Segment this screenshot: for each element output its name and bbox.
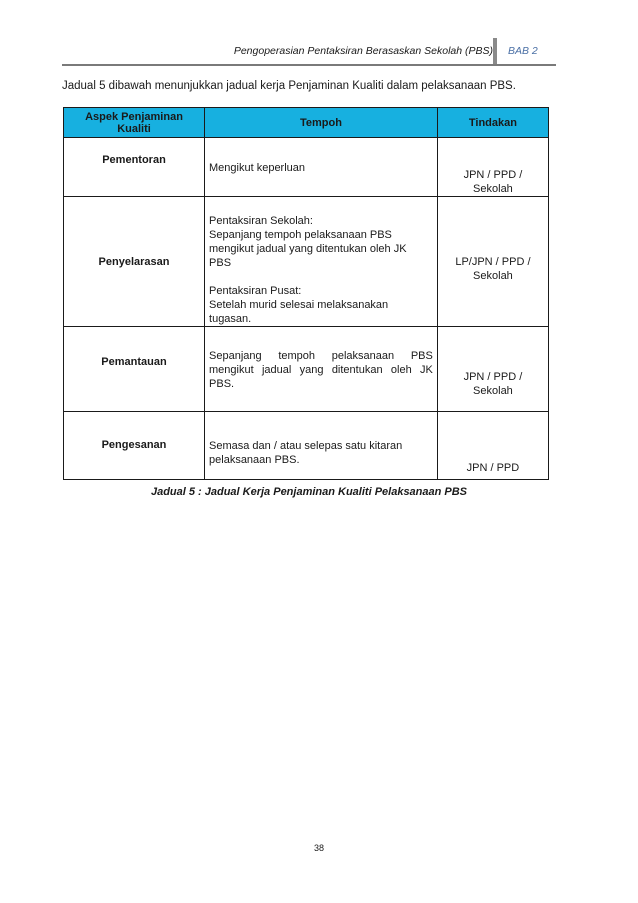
tempoh-cell (205, 327, 438, 412)
table-row (64, 327, 549, 412)
quality-assurance-table (63, 107, 549, 480)
table-row (64, 197, 549, 327)
tindakan-cell (437, 327, 548, 412)
header-separator (493, 38, 497, 64)
aspek-label: Pementoran (102, 154, 166, 166)
table-header-row (64, 108, 549, 138)
tindakan-text: JPN / PPD / Sekolah (463, 371, 523, 397)
aspek-label: Pengesanan (101, 439, 167, 451)
header-rule (62, 64, 556, 66)
column-header-tindakan: Tindakan (437, 108, 548, 138)
tindakan-text: JPN / PPD / Sekolah (463, 169, 523, 195)
column-header-tempoh: Tempoh (205, 108, 438, 138)
tempoh-cell (205, 138, 438, 197)
chapter-label: BAB 2 (508, 45, 538, 57)
table-caption (0, 486, 638, 498)
tempoh-cell (205, 197, 438, 327)
page-number: 38 (313, 843, 324, 853)
tindakan-cell (437, 412, 548, 480)
column-header-aspek: Aspek Penjaminan Kualiti (64, 108, 205, 138)
aspek-cell (64, 327, 205, 412)
aspek-label: Pemantauan (101, 356, 167, 368)
aspek-cell (64, 412, 205, 480)
table-row (64, 412, 549, 480)
tempoh-text: Mengikut keperluan (209, 162, 306, 174)
intro-paragraph: Jadual 5 dibawah menunjukkan jadual kerja Penjaminan Kualiti dalam pelaksanaan PBS. (62, 80, 516, 92)
tindakan-cell (437, 197, 548, 327)
tempoh-text: Semasa dan / atau selepas satu kitaran pelaksanaan PBS. (209, 440, 403, 466)
tempoh-text: Sepanjang tempoh pelaksanaan PBS mengikut jadual yang ditentukan oleh JK PBS. (209, 350, 433, 390)
header-title: Pengoperasian Pentaksiran Berasaskan Sekolah (PBS) (233, 45, 493, 57)
aspek-label: Penyelarasan (98, 255, 170, 268)
table-caption-text: Jadual 5 : Jadual Kerja Penjaminan Kualiti Pelaksanaan PBS (150, 486, 468, 498)
tempoh-text: Pentaksiran Sekolah: Sepanjang tempoh pelaksanaan PBS mengikut jadual yang ditentukan oleh JK PBS Pentaksiran Pusat: Setelah murid selesai melaksanakan tugasan. (209, 215, 407, 325)
aspek-cell (64, 197, 205, 327)
page-header (0, 38, 638, 64)
tindakan-text: JPN / PPD (466, 462, 520, 474)
tempoh-cell (205, 412, 438, 480)
tindakan-text: LP/JPN / PPD / Sekolah (455, 255, 531, 282)
aspek-cell (64, 138, 205, 197)
tindakan-cell (437, 138, 548, 197)
table-row (64, 138, 549, 197)
